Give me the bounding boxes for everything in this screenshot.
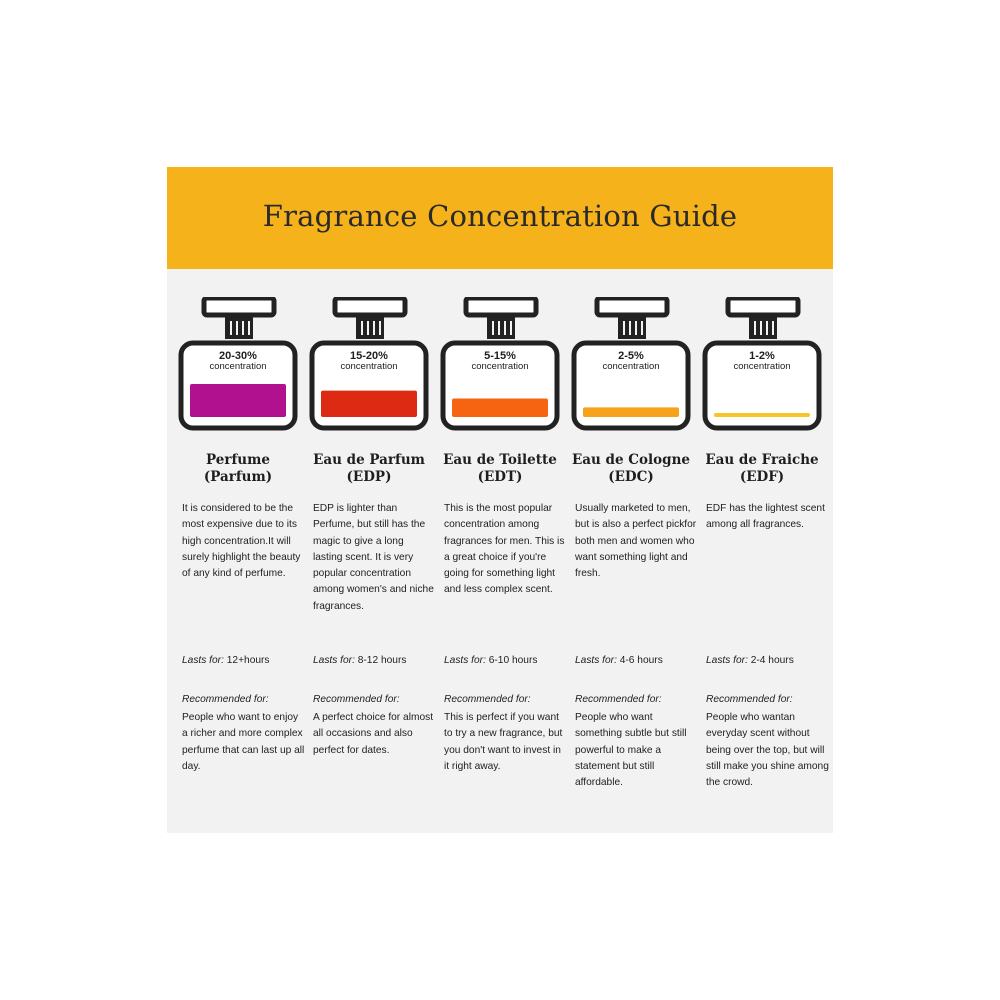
lasts-for <box>706 655 830 666</box>
fragrance-name-line1: Eau de Parfum <box>313 452 425 468</box>
fragrance-name-line2: (Parfum) <box>203 469 273 485</box>
lasts-for-value: 4-6 hours <box>619 655 663 666</box>
perfume-bottle-icon <box>309 297 439 437</box>
lasts-for <box>182 655 306 666</box>
fragrance-name-line1: Eau de Fraiche <box>705 452 819 468</box>
concentration-label: concentration <box>209 361 267 372</box>
lasts-for-label: Lasts for: <box>313 655 355 666</box>
fragrance-name-line1: Perfume <box>206 452 270 468</box>
liquid-fill <box>321 391 417 417</box>
fragrance-name <box>571 452 691 486</box>
liquid-fill <box>583 407 679 417</box>
bottle-cap <box>466 298 536 315</box>
bottle-cap <box>597 298 667 315</box>
fragrance-description: It is considered to be the most expensive due to its high concentration.It will surely highlight the beauty of any kind of perfume. <box>182 503 301 580</box>
fragrance-name <box>702 452 822 486</box>
fragrance-column-edf <box>702 297 832 827</box>
lasts-for-value: 2-4 hours <box>750 655 794 666</box>
fragrance-column-edp <box>309 297 439 827</box>
liquid-fill <box>714 413 810 417</box>
concentration-label: concentration <box>471 361 529 372</box>
fragrance-name <box>309 452 429 486</box>
title-banner <box>167 167 833 269</box>
concentration-percent: 15-20% <box>350 350 388 362</box>
fragrance-description: Usually marketed to men, but is also a perfect pickfor both men and women who want something light and fresh. <box>575 503 697 580</box>
recommended-for-label: Recommended for: <box>706 694 793 705</box>
lasts-for-label: Lasts for: <box>575 655 617 666</box>
lasts-for <box>313 655 437 666</box>
concentration-label: concentration <box>733 361 791 372</box>
fragrance-name <box>178 452 298 486</box>
fragrance-description: This is the most popular concentration among fragrances for men. This is a great choice if you're going for something light and less complex scent. <box>444 503 565 596</box>
concentration-percent: 1-2% <box>749 350 775 362</box>
recommended-for-text: This is perfect if you want to try a new fragrance, but you don't want to invest in it right away. <box>444 712 563 772</box>
lasts-for <box>575 655 699 666</box>
perfume-bottle-icon <box>178 297 308 437</box>
fragrance-description: EDP is lighter than Perfume, but still has the magic to give a long lasting scent. It is very popular concentration among women's and niche fragrances. <box>313 503 434 612</box>
concentration-percent: 2-5% <box>618 350 644 362</box>
liquid-fill <box>452 399 548 417</box>
fragrance-name-line1: Eau de Toilette <box>443 452 557 468</box>
recommended-for-label: Recommended for: <box>182 694 269 705</box>
fragrance-name-line2: (EDP) <box>346 469 392 485</box>
fragrance-column-perfume <box>178 297 308 827</box>
page-title: Fragrance Concentration Guide <box>262 199 738 233</box>
concentration-label: concentration <box>340 361 398 372</box>
fragrance-column-edc <box>571 297 701 827</box>
fragrance-name-line1: Eau de Cologne <box>571 452 690 468</box>
recommended-for-text: People who want something subtle but still powerful to make a statement but still affordable. <box>575 712 687 789</box>
lasts-for-label: Lasts for: <box>182 655 224 666</box>
perfume-bottle-icon <box>440 297 570 437</box>
lasts-for <box>444 655 568 666</box>
concentration-percent: 20-30% <box>219 350 257 362</box>
bottle-cap <box>204 298 274 315</box>
fragrance-description: EDF has the lightest scent among all fragrances. <box>706 503 825 531</box>
recommended-for-label: Recommended for: <box>444 694 531 705</box>
perfume-bottle-icon <box>702 297 832 437</box>
recommended-for-text: People who want to enjoy a richer and more complex perfume that can last up all day. <box>182 712 305 772</box>
fragrance-name-line2: (EDC) <box>608 469 654 485</box>
fragrance-name-line2: (EDF) <box>739 469 785 485</box>
lasts-for-value: 8-12 hours <box>357 655 407 666</box>
recommended-for-text: People who wantan everyday scent without being over the top, but will still make you shine among the crowd. <box>706 712 829 789</box>
lasts-for-value: 6-10 hours <box>488 655 538 666</box>
liquid-fill <box>190 384 286 417</box>
lasts-for-label: Lasts for: <box>706 655 748 666</box>
concentration-percent: 5-15% <box>484 350 516 362</box>
bottle-cap <box>335 298 405 315</box>
concentration-label: concentration <box>602 361 660 372</box>
bottle-cap <box>728 298 798 315</box>
guide-card <box>167 167 833 833</box>
fragrance-name-line2: (EDT) <box>477 469 523 485</box>
fragrance-column-edt <box>440 297 570 827</box>
fragrance-name <box>440 452 560 486</box>
lasts-for-value: 12+hours <box>226 655 270 666</box>
recommended-for-label: Recommended for: <box>575 694 662 705</box>
recommended-for-text: A perfect choice for almost all occasions and also perfect for dates. <box>313 712 434 756</box>
recommended-for-label: Recommended for: <box>313 694 400 705</box>
perfume-bottle-icon <box>571 297 701 437</box>
lasts-for-label: Lasts for: <box>444 655 486 666</box>
